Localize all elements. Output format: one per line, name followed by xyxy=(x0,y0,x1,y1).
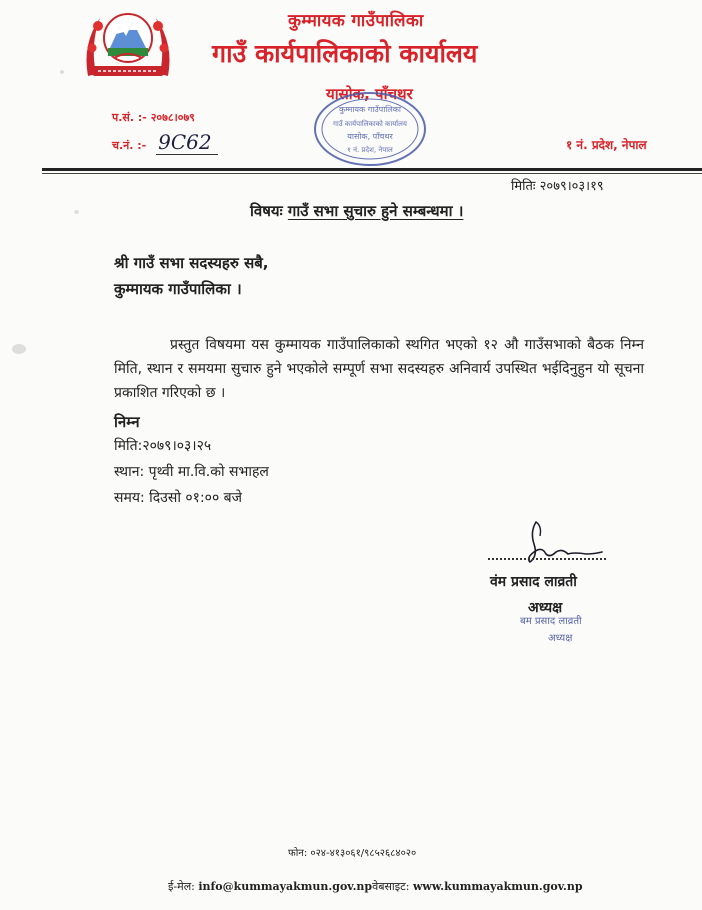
email-label: ई-मेल: xyxy=(168,880,195,893)
email-link[interactable]: info@kummayakmun.gov.np xyxy=(198,880,373,893)
seal-line-3: यासोक, पाँचथर xyxy=(347,132,393,141)
patra-value: २०७८।०७९ xyxy=(150,111,195,124)
signatory-stamp-name: बम प्रसाद लाव्रती xyxy=(520,616,582,627)
scan-smudge xyxy=(74,210,79,214)
seal-line-2: गाउँ कार्यपालिकाको कार्यालय xyxy=(333,120,407,128)
scan-smudge xyxy=(12,344,26,354)
patra-label: प.सं. :- xyxy=(112,111,147,124)
footer-phone: फोन: ०२४-४१३०६१/९८५२६८४०२० xyxy=(288,848,417,859)
meeting-place: स्थान: पृथ्वी मा.वि.को सभाहल xyxy=(114,464,269,480)
subject-line xyxy=(250,201,463,221)
nepal-emblem-icon xyxy=(78,4,178,80)
letter-body: प्रस्तुत विषयमा यस कुम्मायक गाउँपालिकाको स्थगित भएको १२ औ गाउँसभाको बैठक निम्न मिति, स्थान र समयमा सुचारु हुने भएकोले सम्पूर्ण सभा सदस्यहरु अनिवार्य उपस्थित भईदिनुहुन यो सूचना प्रकाशित गरिएको छ । xyxy=(114,337,644,401)
website-label: वेबसाइट: xyxy=(372,880,410,893)
chalani-handwritten-value: 9C62 xyxy=(156,130,217,155)
province-name: १ नं. प्रदेश, नेपाल xyxy=(566,138,647,152)
signatory-stamp-title: अध्यक्ष xyxy=(548,633,573,644)
letter-date: मितिः २०७९।०३।१९ xyxy=(511,179,604,194)
subject-text: गाउँ सभा सुचारु हुने सम्बन्धमा । xyxy=(287,202,464,220)
recipient-line-2: कुम्मायक गाउँपालिका । xyxy=(114,280,242,298)
municipality-name: कुम्मायक गाउँपालिका xyxy=(288,11,424,31)
office-seal-stamp xyxy=(312,90,428,168)
meeting-time: समय: दिउसो ०१:०० बजे xyxy=(114,490,243,506)
meeting-date: मिति:२०७९।०३।२५ xyxy=(114,438,212,454)
signatory-title: अध्यक्ष xyxy=(528,600,563,616)
scan-smudge xyxy=(60,70,64,74)
signature-line xyxy=(488,558,606,560)
recipient-line-1: श्री गाउँ सभा सदस्यहरु सबै, xyxy=(114,254,269,272)
district-name: यासोक, पाँचथर xyxy=(326,85,413,103)
patra-number-row xyxy=(112,110,195,125)
footer-contact xyxy=(168,879,583,894)
header-divider xyxy=(42,168,702,171)
website-link[interactable]: www.kummayakmun.gov.np xyxy=(412,880,583,893)
details-heading: निम्न xyxy=(114,413,140,431)
seal-line-4: १ नं. प्रदेश, नेपाल xyxy=(347,146,393,154)
handwritten-signature xyxy=(490,518,610,568)
signatory-name: वंम प्रसाद लाव्रती xyxy=(490,574,577,590)
chalani-number-row xyxy=(112,130,218,154)
seal-line-1: कुम्मायक गाउँपालिका xyxy=(338,105,402,114)
header-divider-thin xyxy=(42,173,702,174)
office-name: गाउँ कार्यपालिकाको कार्यालय xyxy=(212,39,478,68)
subject-label: विषयः xyxy=(250,202,283,220)
chalani-label: च.नं. :- xyxy=(112,139,147,152)
